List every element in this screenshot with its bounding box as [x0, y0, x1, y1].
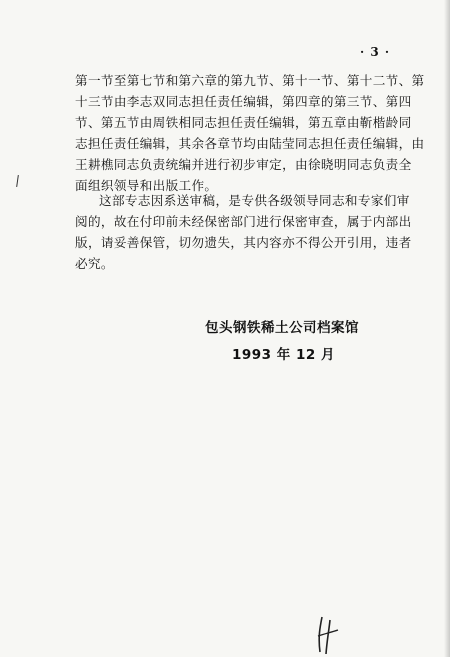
text-line: 这部专志因系送审稿，是专供各级领导同志和专家们审	[99, 193, 410, 208]
page-number: · 3 ·	[360, 45, 391, 59]
handwritten-page-mark	[312, 612, 342, 657]
signature-date: 1993 年 12 月	[232, 347, 335, 363]
margin-mark	[16, 175, 19, 187]
page-edge-shadow	[444, 0, 450, 657]
text-line: 第一节至第七节和第六章的第九节、第十一节、第十二节、第	[75, 73, 425, 88]
text-line: 阅的，故在付印前未经保密部门进行保密审查，属于内部出	[75, 214, 412, 229]
signature-organization: 包头钢铁稀土公司档案馆	[205, 320, 359, 336]
text-line: 王耕樵同志负责统编并进行初步审定，由徐晓明同志负责全	[75, 157, 412, 172]
text-line: 十三节由李志双同志担任责任编辑，第四章的第三节、第四	[75, 94, 412, 109]
text-line: 志担任责任编辑，其余各章节均由陆莹同志担任责任编辑，由	[75, 136, 425, 151]
text-line: 版，请妥善保管，切勿遗失，其内容亦不得公开引用，违者	[75, 235, 412, 250]
text-line: 面组织领导和出版工作。	[75, 178, 218, 193]
text-line: 必究。	[75, 256, 114, 271]
paragraph-editors	[75, 70, 425, 196]
text-line: 节、第五节由周铁相同志担任责任编辑，第五章由靳楷龄同	[75, 115, 412, 130]
paragraph-confidentiality	[75, 190, 412, 274]
